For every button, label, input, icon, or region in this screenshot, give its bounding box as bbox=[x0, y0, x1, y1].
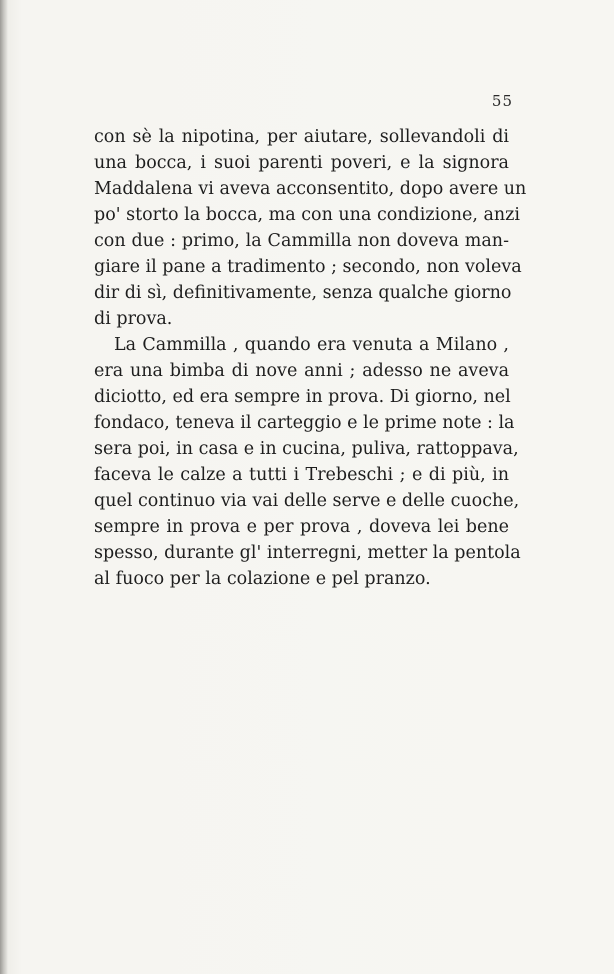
text-line: di prova. bbox=[94, 309, 173, 329]
text-line: sempre in prova e per prova , doveva lei bene bbox=[94, 517, 509, 537]
text-line: spesso, durante gl' interregni, metter la pentola bbox=[94, 543, 521, 563]
text-line: Maddalena vi aveva acconsentito, dopo avere un bbox=[94, 179, 527, 199]
text-line: fondaco, teneva il carteggio e le prime note : la bbox=[94, 413, 515, 433]
text-line: faceva le calze a tutti i Trebeschi ; e di più, in bbox=[94, 465, 509, 485]
text-line: una bocca, i suoi parenti poveri, e la signora bbox=[94, 153, 509, 173]
paragraph-1 bbox=[94, 124, 527, 332]
page-binding-edge bbox=[0, 0, 8, 974]
text-line: diciotto, ed era sempre in prova. Di giorno, nel bbox=[94, 387, 511, 407]
text-line: giare il pane a tradimento ; secondo, non voleva bbox=[94, 257, 522, 277]
text-line: con sè la nipotina, per aiutare, sollevandoli di bbox=[94, 127, 509, 147]
text-line: quel continuo via vai delle serve e delle cuoche, bbox=[94, 491, 520, 511]
text-line: con due : primo, la Cammilla non doveva man- bbox=[94, 231, 509, 251]
paragraph-2 bbox=[94, 332, 521, 592]
text-line: al fuoco per la colazione e pel pranzo. bbox=[94, 569, 431, 589]
text-line: sera poi, in casa e in cucina, puliva, rattoppava, bbox=[94, 439, 519, 459]
page-number: 55 bbox=[491, 92, 513, 110]
body-text bbox=[94, 124, 527, 592]
text-line: po' storto la bocca, ma con una condizione, anzi bbox=[94, 205, 520, 225]
text-line: era una bimba di nove anni ; adesso ne aveva bbox=[94, 361, 509, 381]
text-line: dir di sì, definitivamente, senza qualche giorno bbox=[94, 283, 512, 303]
text-line: La Cammilla , quando era venuta a Milano , bbox=[114, 335, 509, 355]
